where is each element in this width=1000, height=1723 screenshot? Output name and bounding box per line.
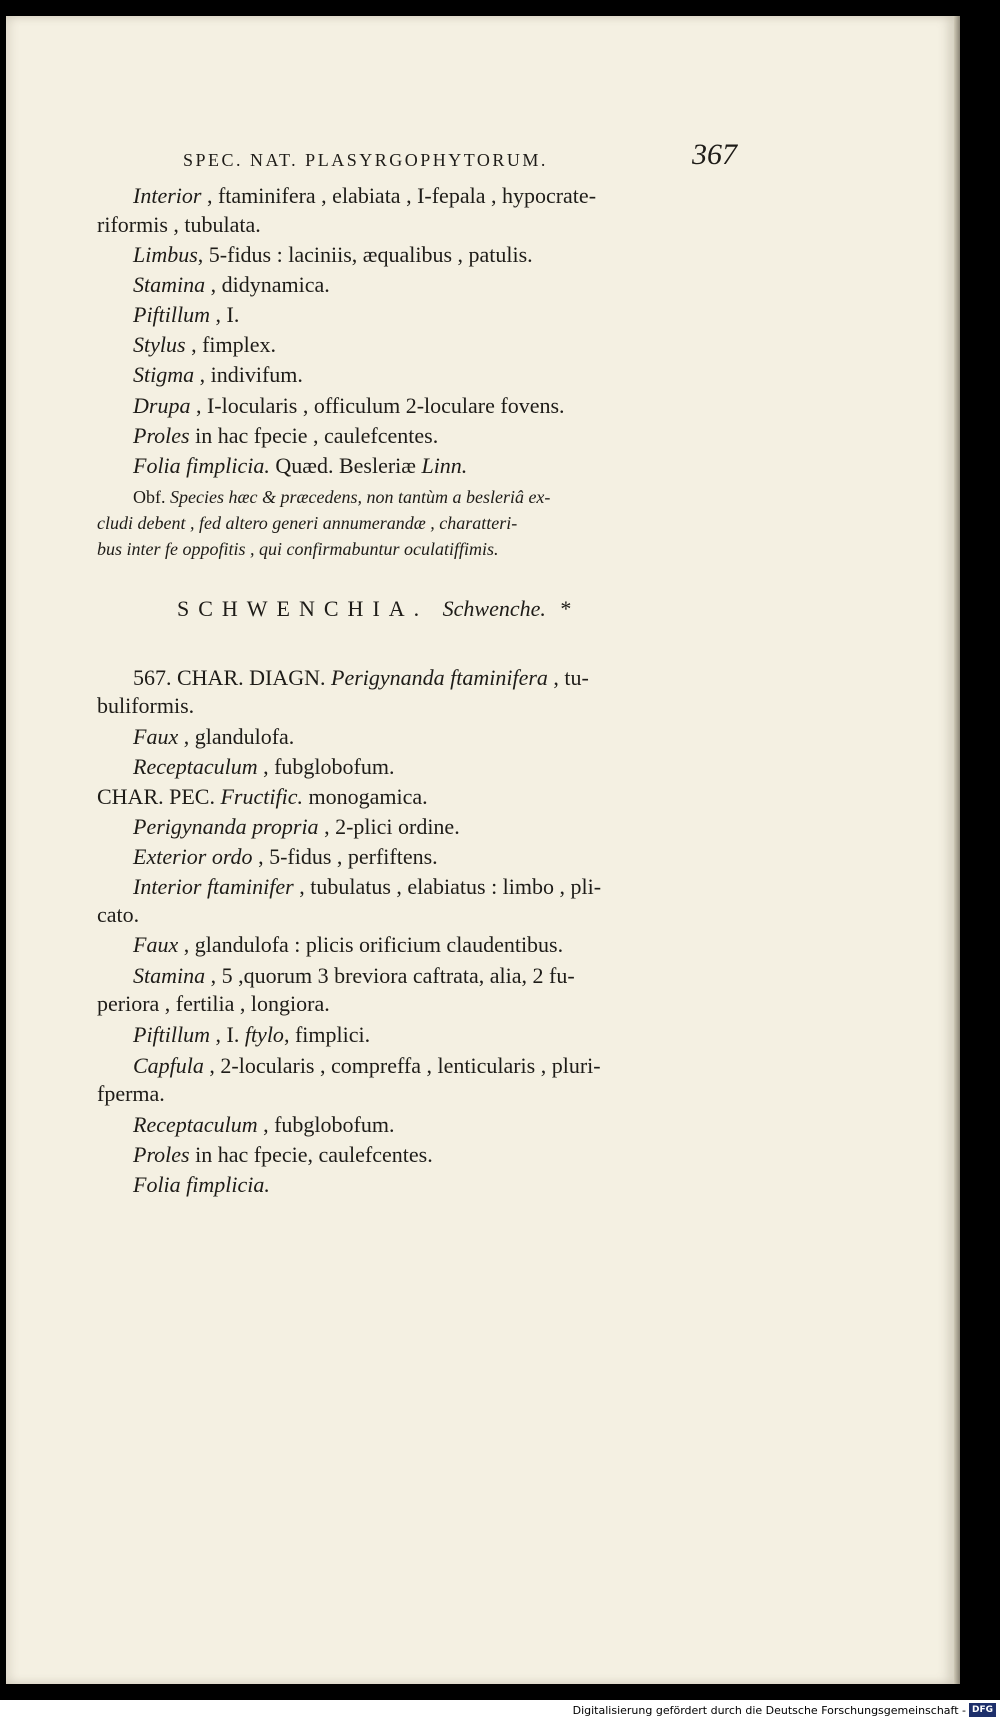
footer-bar — [0, 1700, 1000, 1723]
text-line: Exterior ordo , 5-fidus , perfiftens. — [133, 844, 438, 869]
text-line: buliformis. — [97, 693, 195, 718]
text-line: cato. — [97, 902, 140, 927]
dfg-logo: DFG — [969, 1703, 996, 1717]
text-line: Receptaculum , fubglobofum. — [133, 754, 395, 779]
text-line: Perigynanda propria , 2-plici ordine. — [133, 814, 460, 839]
text-line: Stamina , 5 ,quorum 3 breviora caftrata, alia, 2 fu- — [133, 963, 575, 988]
text-line: Stamina , didynamica. — [133, 272, 330, 297]
text-line: Piftillum , I. — [133, 302, 240, 327]
text-line: Faux , glandulofa : plicis orificium claudentibus. — [133, 932, 564, 957]
text-line: Limbus, 5-fidus : laciniis, æqualibus , patulis. — [133, 242, 533, 267]
text-line: Interior ftaminifer , tubulatus , elabiatus : limbo , pli- — [133, 874, 602, 899]
text-line: Interior , ftaminifera , elabiata , I-fepala , hypocrate- — [133, 183, 597, 208]
running-title: SPEC. NAT. PLASYRGOPHYTORUM. — [183, 150, 548, 170]
text-line: Folia fimplicia. — [133, 1172, 270, 1197]
text-line: bus inter fe oppofitis , qui confirmabuntur oculatiffimis. — [97, 539, 499, 559]
text-line: cludi debent , fed altero generi annumerandæ , charatteri- — [97, 513, 518, 533]
text-line: Stylus , fimplex. — [133, 332, 276, 357]
text-line: Drupa , I-locularis , officulum 2-loculare fovens. — [133, 393, 565, 418]
text-line: CHAR. PEC. Fructific. monogamica. — [97, 784, 428, 809]
text-line: Obf. Species hæc & præcedens, non tantùm a besleriâ ex- — [133, 487, 551, 507]
section-title: SCHWENCHIA. Schwenche. * — [177, 596, 581, 621]
text-line: Capfula , 2-locularis , compreffa , lenticularis , pluri- — [133, 1053, 601, 1078]
text-line: Stigma , indivifum. — [133, 362, 303, 387]
text-line: Piftillum , I. ftylo, fimplici. — [133, 1022, 371, 1047]
text-line: Receptaculum , fubglobofum. — [133, 1112, 395, 1137]
footer-credit: Digitalisierung gefördert durch die Deutsche Forschungsgemeinschaft - — [572, 1704, 966, 1717]
text-line: Proles in hac fpecie, caulefcentes. — [133, 1142, 433, 1167]
text-line: Faux , glandulofa. — [133, 724, 295, 749]
page-number: 367 — [692, 138, 737, 171]
text-line: Proles in hac fpecie , caulefcentes. — [133, 423, 439, 448]
text-line: fperma. — [97, 1081, 165, 1106]
text-line: 567. CHAR. DIAGN. Perigynanda ftaminifera , tu- — [133, 665, 589, 690]
text-line: riformis , tubulata. — [97, 212, 261, 237]
text-line: Folia fimplicia. Quæd. Besleriæ Linn. — [133, 453, 468, 478]
page-edge — [954, 16, 960, 1684]
text-line: periora , fertilia , longiora. — [97, 991, 330, 1016]
